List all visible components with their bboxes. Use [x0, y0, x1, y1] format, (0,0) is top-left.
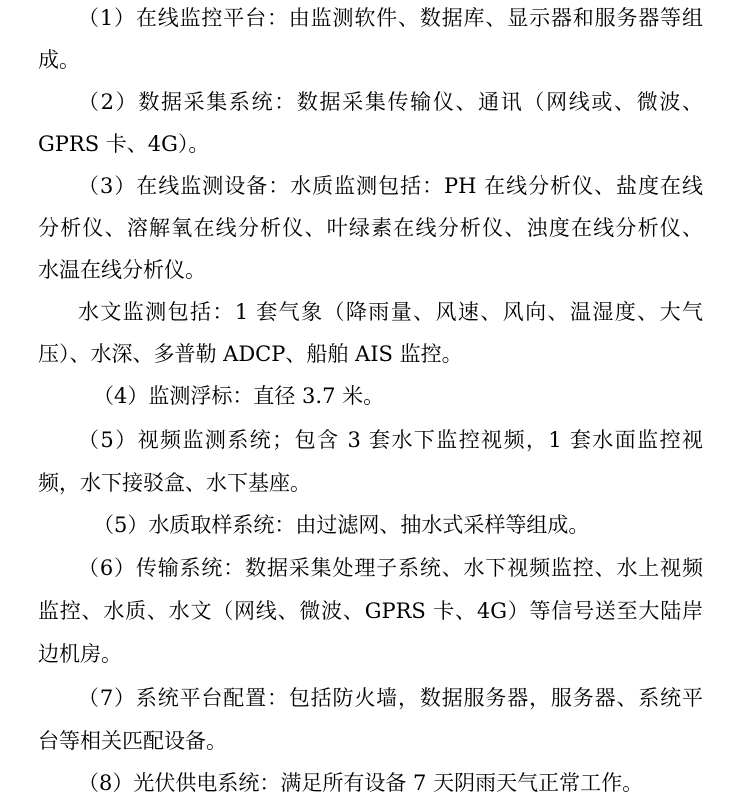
paragraph-2-line-1: （2）数据采集系统：数据采集传输仪、通讯（网线或、微波、: [78, 90, 703, 114]
paragraph-3-line-2: 分析仪、溶解氧在线分析仪、叶绿素在线分析仪、浊度在线分析仪、: [38, 216, 703, 240]
paragraph-5-line-1: （4）监测浮标：直径 3.7 米。: [93, 384, 385, 408]
paragraph-1-line-1: （1）在线监控平台：由监测软件、数据库、显示器和服务器等组: [78, 6, 703, 30]
paragraph-3-line-3: 水温在线分析仪。: [38, 258, 206, 282]
paragraph-4-line-1: 水文监测包括：1 套气象（降雨量、风速、风向、温湿度、大气: [78, 300, 703, 324]
paragraph-8-line-1: （6）传输系统：数据采集处理子系统、水下视频监控、水上视频: [78, 556, 703, 580]
paragraph-6-line-1: （5）视频监测系统；包含 3 套水下监控视频，1 套水面监控视: [78, 428, 703, 452]
paragraph-8-line-3: 边机房。: [38, 642, 122, 666]
paragraph-8-line-2: 监控、水质、水文（网线、微波、GPRS 卡、4G）等信号送至大陆岸: [38, 599, 703, 623]
paragraph-7-line-1: （5）水质取样系统：由过滤网、抽水式采样等组成。: [93, 513, 590, 537]
paragraph-4-line-2: 压）、水深、多普勒 ADCP、船舶 AIS 监控。: [38, 342, 463, 366]
paragraph-1-line-2: 成。: [38, 48, 80, 72]
paragraph-2-line-2: GPRS 卡、4G）。: [38, 132, 210, 156]
paragraph-10-line-1: （8）光伏供电系统：满足所有设备 7 天阴雨天气正常工作。: [78, 771, 644, 795]
paragraph-9-line-2: 台等相关匹配设备。: [38, 729, 227, 753]
paragraph-6-line-2: 频，水下接驳盒、水下基座。: [38, 471, 311, 495]
paragraph-3-line-1: （3）在线监测设备：水质监测包括：PH 在线分析仪、盐度在线: [78, 174, 703, 198]
paragraph-9-line-1: （7）系统平台配置：包括防火墙，数据服务器，服务器、系统平: [78, 686, 703, 710]
